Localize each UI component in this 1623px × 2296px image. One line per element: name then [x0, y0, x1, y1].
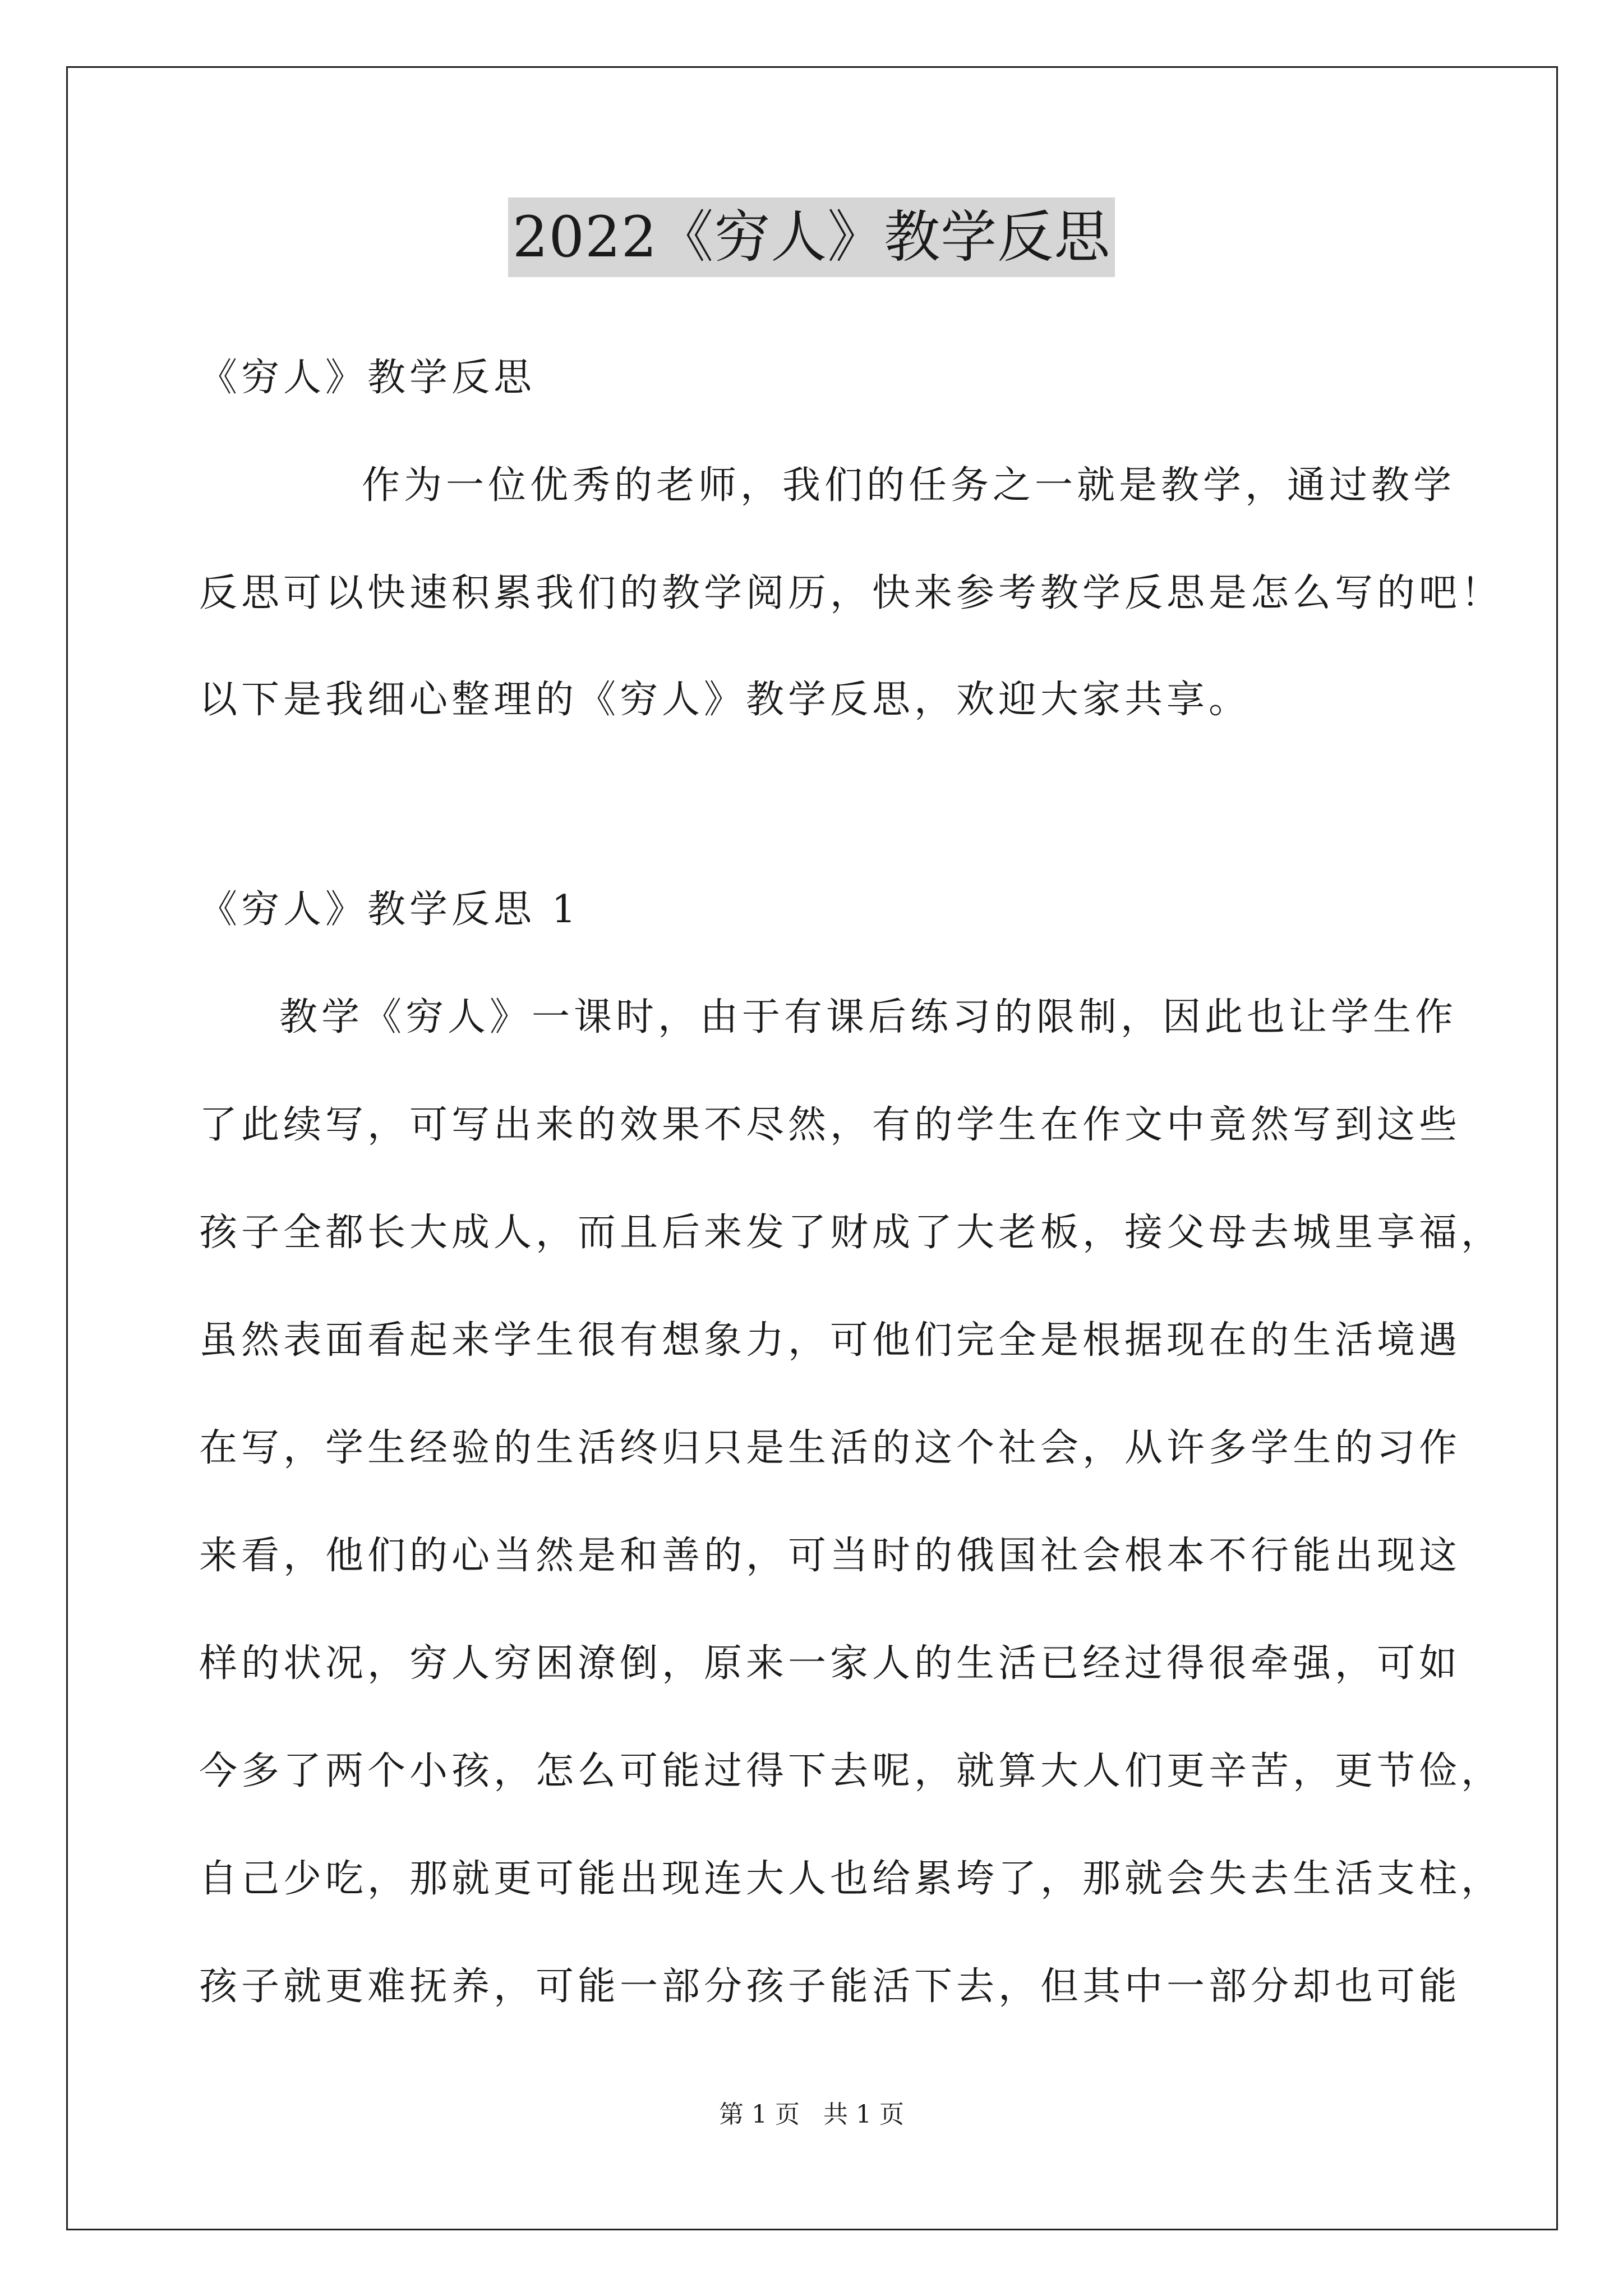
section-heading: 《穷人》教学反思 1 — [199, 887, 580, 932]
intro-line: 以下是我细心整理的《穷人》教学反思，欢迎大家共享。 — [199, 678, 1251, 722]
intro-line: 反思可以快速积累我们的教学阅历，快来参考教学反思是怎么写的吧！ — [199, 571, 1504, 615]
page-number-footer: 第 1 页 共 1 页 — [719, 2100, 904, 2129]
intro-line: 作为一位优秀的老师，我们的任务之一就是教学，通过教学 — [362, 463, 1456, 508]
title-container — [0, 197, 1623, 277]
body-line: 孩子就更难抚养，可能一部分孩子能活下去，但其中一部分却也可能 — [199, 1964, 1461, 2009]
body-line: 孩子全都长大成人，而且后来发了财成了大老板，接父母去城里享福， — [199, 1211, 1504, 1255]
body-line: 了此续写，可写出来的效果不尽然，有的学生在作文中竟然写到这些 — [199, 1103, 1461, 1147]
body-line: 教学《穷人》一课时，由于有课后练习的限制，因此也让学生作 — [279, 995, 1458, 1039]
document-subtitle: 《穷人》教学反思 — [199, 356, 536, 400]
body-line: 今多了两个小孩，怎么可能过得下去呢，就算大人们更辛苦，更节俭， — [199, 1749, 1504, 1793]
body-line: 来看，他们的心当然是和善的，可当时的俄国社会根本不行能出现这 — [199, 1534, 1461, 1578]
body-line: 在写，学生经验的生活终归只是生活的这个社会，从许多学生的习作 — [199, 1426, 1461, 1470]
document-title: 2022《穷人》教学反思 — [508, 197, 1115, 277]
body-line: 样的状况，穷人穷困潦倒，原来一家人的生活已经过得很牵强，可如 — [199, 1641, 1461, 1686]
body-line: 虽然表面看起来学生很有想象力，可他们完全是根据现在的生活境遇 — [199, 1318, 1461, 1363]
body-line: 自己少吃，那就更可能出现连大人也给累垮了，那就会失去生活支柱， — [199, 1857, 1504, 1901]
